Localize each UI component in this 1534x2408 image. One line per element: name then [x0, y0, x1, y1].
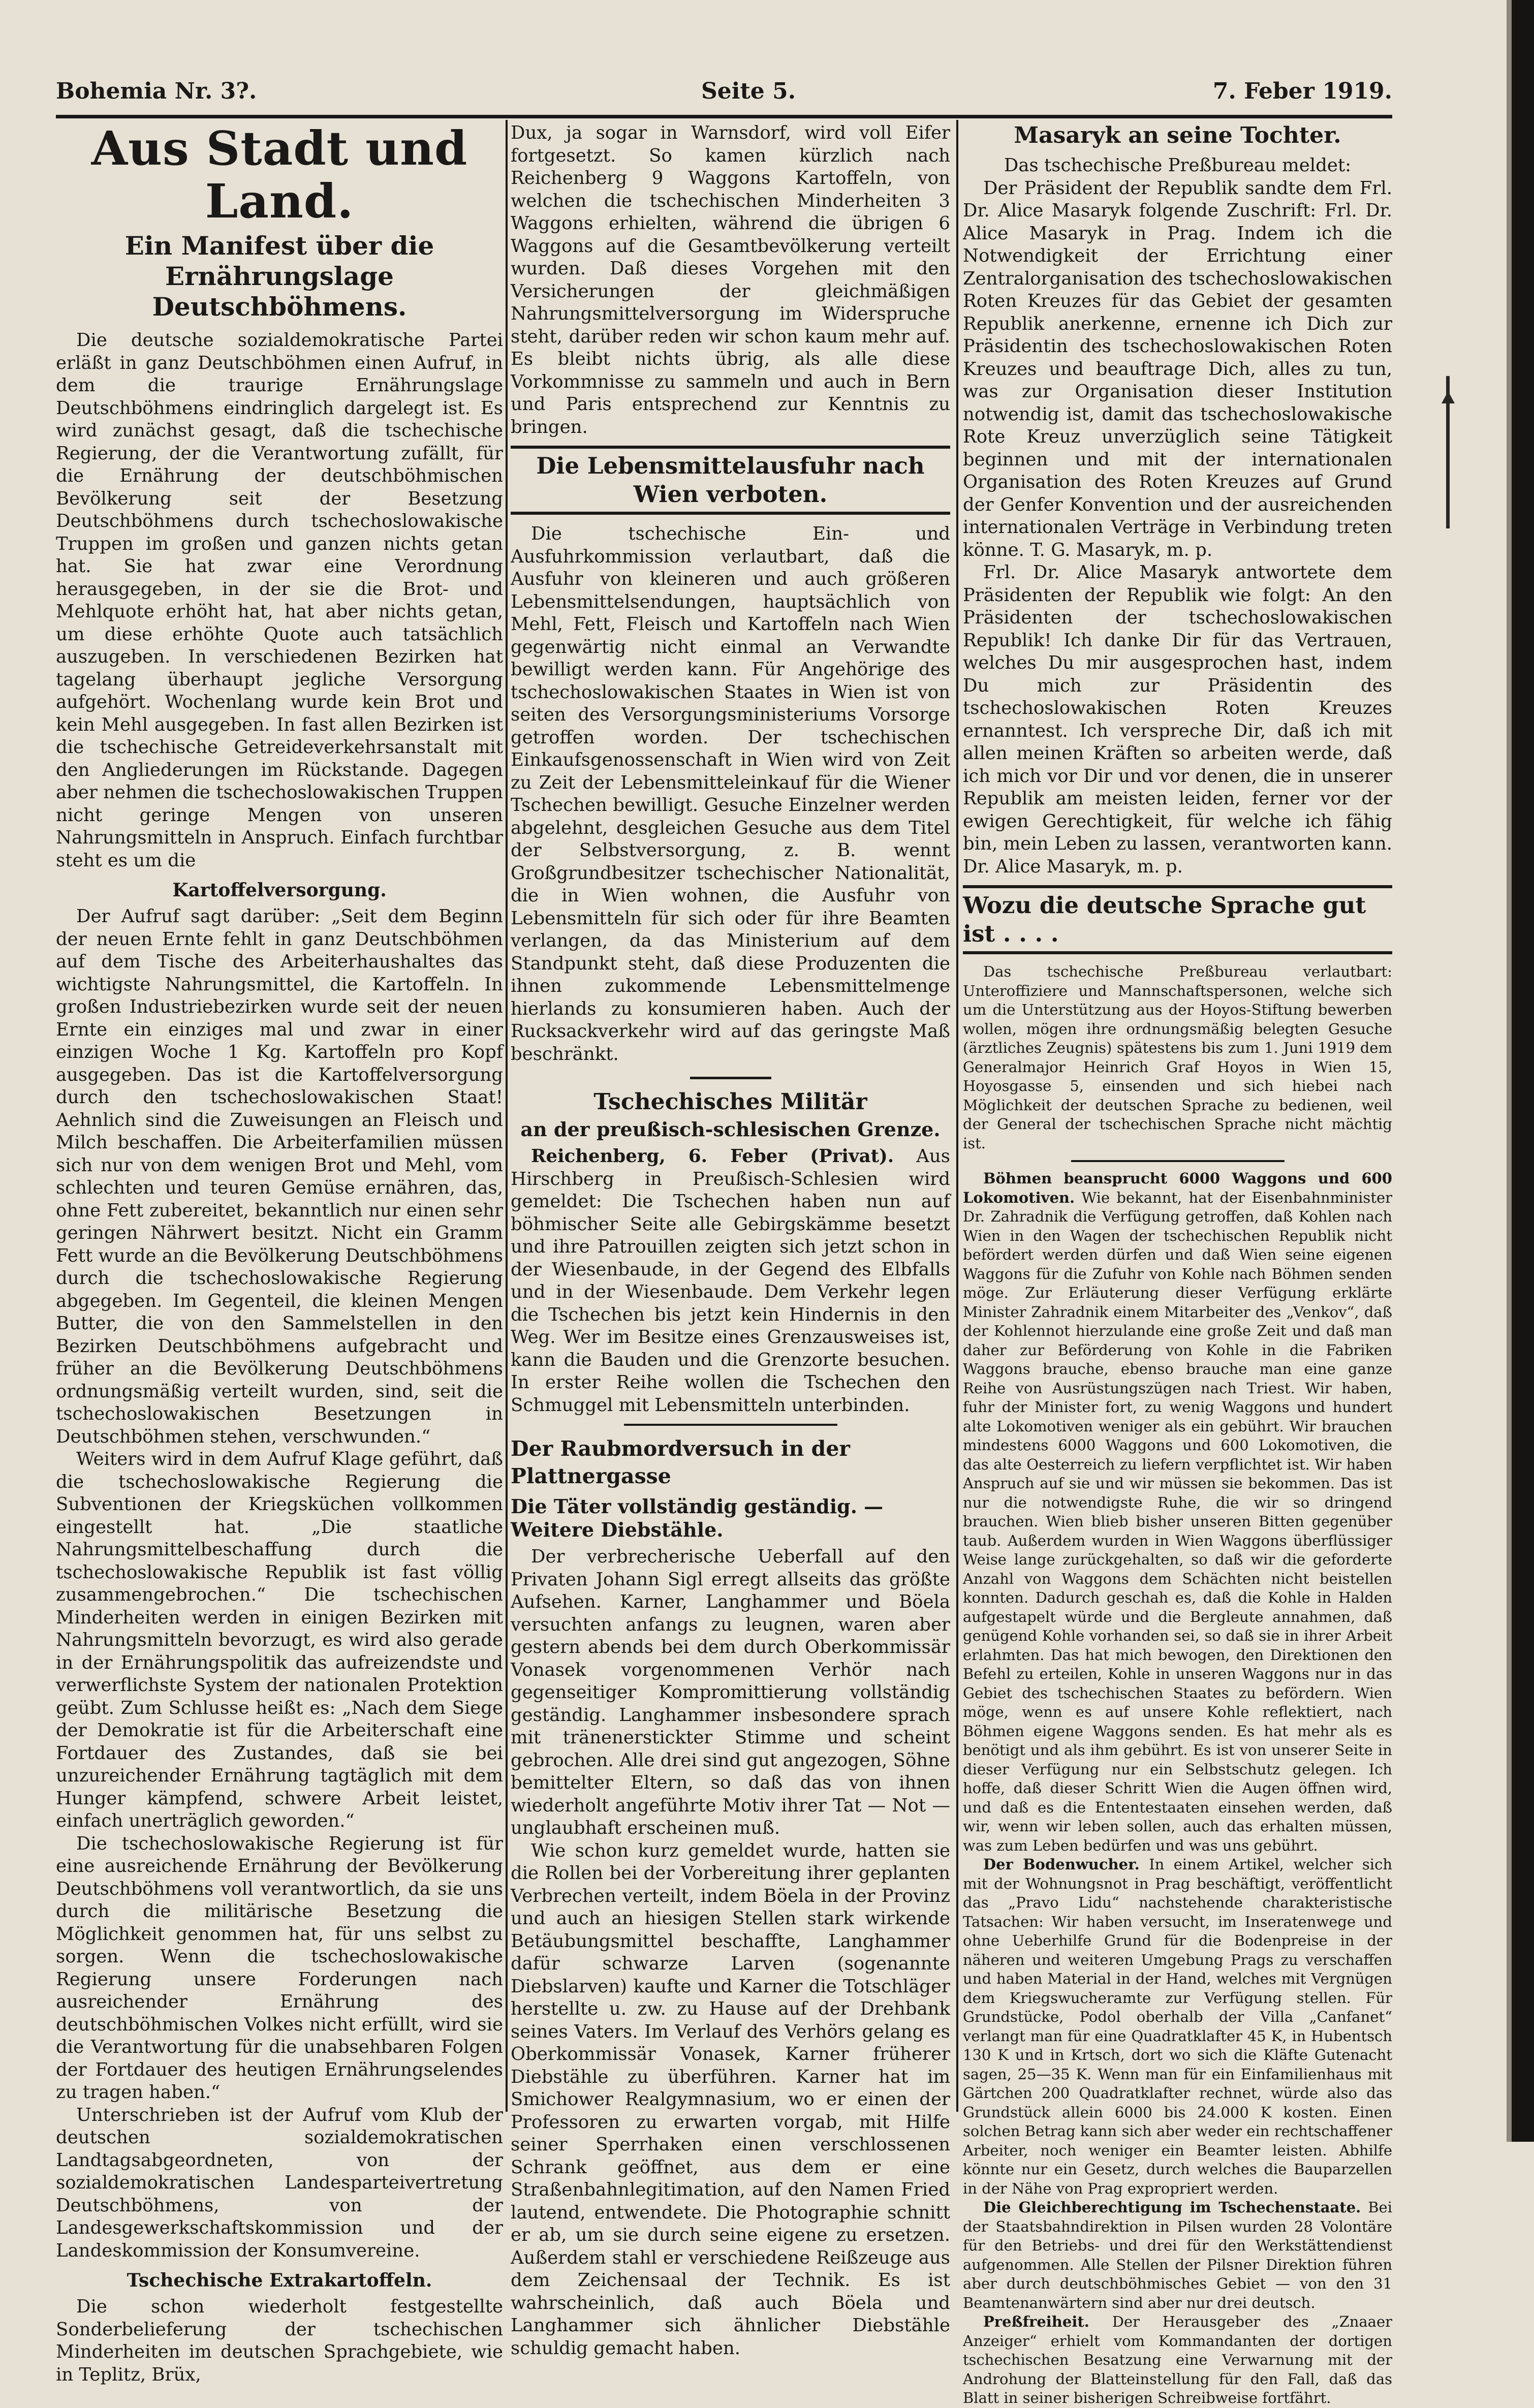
- article-text: In einem Artikel, welcher sich mit der Wohnungsnot in Prag beschäftigt, veröffentlicht das „Pravo Lidu“ nachstehende charakteristische Tatsachen: Wir haben versucht, im Inseratenwege und ohne Ueberhilfe Grund für die Bodenpreise in der näheren und weiteren Umgebung Prags zu verschaffen und haben Material in der Hand, welches mit Vergnügen dem Kriegswucheramte zur Verfügung stellen. Für Grundstücke, Podol oberhalb der Villa „Canfanet“ verlangt man für eine Quadratklafter 45 K, in Hubentsch 130 K und in Krtsch, dort wo sich die Kläfte Gutenacht sagen, 25—35 K. Wenn man für ein Einfamilienhaus mit Gärtchen 200 Quadratklafter rechnet, würde also das Grundstück allein 6000 bis 24.000 K kosten. Einen solchen Betrag kann sich aber weder ein rechtschaffener Arbeiter, noch weniger ein Beamter leisten. Abhilfe könnte nur ein Gesetz, durch welches die Bauparzellen in der Nähe von Prag expropriert werden.: [963, 1856, 1393, 2197]
- header-date: 7. Feber 1919.: [1212, 78, 1392, 104]
- article-title-manifest: Ein Manifest über die Ernährungslage Deutschböhmens.: [124, 231, 434, 322]
- column-2: [511, 122, 950, 2360]
- column-3: [963, 122, 1392, 2408]
- article-lead: Böhmen beansprucht 6000 Waggons und 600 Lokomotiven.: [963, 1170, 1392, 1206]
- scan-dark-edge: [1512, 0, 1534, 2142]
- article-intro: Das tschechische Preßbureau meldet:: [1004, 155, 1352, 176]
- article-title-militaer: Tschechisches Militär: [593, 1089, 867, 1115]
- column-divider-1: [506, 120, 508, 2112]
- article-paragraph: Unterschrieben ist der Aufruf vom Klub der deutschen sozialdemokratischen Landtagsabgeordneten, von der sozialdemokratischen Landesparteivertretung Deutschböhmens, von der Landesgewerkschaftskommission und der Landeskommission der Konsumvereine.: [56, 2104, 503, 2261]
- article-subtitle-raubmord: Die Täter vollständig geständig. — Weitere Diebstähle.: [511, 1495, 884, 1541]
- dateline: Reichenberg, 6. Feber (Privat).: [531, 1146, 894, 1167]
- article-paragraph: Weiters wird in dem Aufruf Klage geführt, daß die tschechoslowakische Regierung die Subventionen der Kriegsküchen vollkommen eingestellt hat. „Die staatliche Nahrungsmittelbeschaffung durch die tschechoslowakische Republik ist fast völlig zusammengebrochen.“ Die tschechischen Minderheiten werden in einigen Bezirken mit Nahrungsmitteln bevorzugt, es wird also gerade in der Ernährungspolitik das aufreizendste und verwerflichste System der nationalen Protektion geübt. Zum Schlusse heißt es: „Nach dem Siege der Demokratie ist für die Arbeiterschaft eine Fortdauer des Zustandes, daß sie bei unzureichender Ernährung tagtäglich mit dem Hunger kämpfend, schwere Arbeit leistet, einfach unerträglich geworden.“: [56, 1449, 503, 1831]
- article-paragraph: Das tschechische Preßbureau verlautbart: Unteroffiziere und Mannschaftspersonen, welche sich um die Unterstützung aus der Hoyos-Stiftung bewerben wollen, mögen ihre ordnungsmäßig belegten Gesuche (ärztliches Zeugnis) spätestens bis zum 1. Juni 1919 dem Generalmajor Heinrich Graf Hoyos in Wien 15, Hoyosgasse 5, einsenden und sich hiebei nach Möglichkeit der deutschen Sprache zu bedienen, weil der General der tschechischen Sprache nicht mächtig ist.: [963, 963, 1392, 1152]
- article-title-deutsche-sprache: Wozu die deutsche Sprache gut ist . . . .: [963, 885, 1392, 954]
- article-lead: Der Bodenwucher.: [983, 1856, 1140, 1873]
- article-paragraph: Frl. Dr. Alice Masaryk antwortete dem Präsidenten der Republik wie folgt: An den Präsidenten der tschechoslowakischen Republik! Ich danke Dir für das Vertrauen, welches Du mir ausgesprochen hast, indem Du mich zur Präsidentin des tschechoslowakischen Roten Kreuzes ernanntest. Ich verspreche Dir, daß ich mit allen meinen Kräften so arbeiten werde, daß ich mich vor Dir und vor denen, die in unserer Republik am meisten leiden, ferner vor der ewigen Gerechtigkeit, für welche ich fähig bin, mein Leben zu lassen, verantworten kann. Dr. Alice Masaryk, m. p.: [963, 562, 1392, 877]
- separator-rule: [624, 1424, 837, 1426]
- column-divider-2: [956, 120, 958, 2112]
- article-text: Aus Hirschberg in Preußisch-Schlesien wird gemeldet: Die Tschechen haben nun auf böhmischer Seite alle Gebirgskämme besetzt und ihre Patrouillen zeigten sich jetzt schon in der Wiesenbaude, in der Gegend des Elbfalls und in der Wiesenbaude. Dem Verkehr legen die Tschechen bis jetzt kein Hindernis in den Weg. Wer im Besitze eines Grenzausweises ist, kann die Bauden und die Grenzorte besuchen. In erster Reihe wollen die Tschechen den Schmuggel mit Lebensmitteln unterbinden.: [511, 1146, 950, 1416]
- header-issue: Bohemia Nr. 3?.: [56, 78, 257, 104]
- article-paragraph: Dux, ja sogar in Warnsdorf, wird voll Eifer fortgesetzt. So kamen kürzlich nach Reichenberg 9 Waggons Kartoffeln, von welchen die tschechischen Minderheiten 3 Waggons erhielten, während die übrigen 6 Waggons auf die Gesamtbevölkerung verteilt wurden. Daß dieses Vorgehen mit den Versicherungen der gleichmäßigen Nahrungsmittelversorgung im Widerspruche steht, darüber reden wir schon kaum mehr auf. Es bleibt nichts übrig, als alle diese Vorkommnisse zu sammeln und auch in Bern und Paris entsprechend zur Kenntnis zu bringen.: [511, 122, 950, 437]
- article-paragraph: Die deutsche sozialdemokratische Partei erläßt in ganz Deutschböhmen einen Aufruf, in dem die traurige Ernährungslage Deutschböhmens eindringlich dargelegt ist. Es wird zunächst gesagt, daß die tschechische Regierung, der die Verantwortung zufällt, für die Ernährung der deutschböhmischen Bevölkerung seit der Besetzung Deutschböhmens durch tschechoslowakische Truppen im großen und ganzen nichts getan hat. Sie hat zwar eine Verordnung herausgegeben, in der sie die Brot- und Mehlquote erhöht hat, hat aber nichts getan, um diese erhöhte Quote auch tatsächlich auszugeben. In verschiedenen Bezirken hat tagelang überhaupt jegliche Versorgung aufgehört. Wochenlang wurde kein Brot und kein Mehl ausgegeben. In fast allen Bezirken ist die tschechische Getreideverkehrsanstalt mit den Angliederungen im Rückstande. Dagegen aber nehmen die tschechoslowakischen Truppen nicht geringe Mengen von unseren Nahrungsmitteln in Anspruch. Einfach furchtbar steht es um die: [56, 330, 503, 871]
- separator-rule: [690, 1077, 771, 1079]
- article-title-lebensmittelausfuhr: Die Lebensmittelausfuhr nach Wien verboten.: [511, 446, 950, 515]
- article-text: Bei der Staatsbahndirektion in Pilsen wurden 28 Volontäre für den Betriebs- und drei für den Werkstättendienst aufgenommen. Alle Stellen der Pilsner Direktion führen aber durch deutschböhmisches Gebiet — von den 31 Beamtenanwärtern sind aber nur drei deutsch.: [963, 2199, 1392, 2311]
- separator-rule: [1071, 1160, 1285, 1162]
- subhead-kartoffelversorgung: Kartoffelversorgung.: [172, 880, 387, 901]
- header-rule: [56, 115, 1392, 118]
- article-lead: Die Gleichberechtigung im Tschechenstaate.: [983, 2199, 1361, 2216]
- article-paragraph: Der Präsident der Republik sandte dem Frl. Dr. Alice Masaryk folgende Zuschrift: Frl. Dr. Alice Masaryk in Prag. Indem ich die Notwendigkeit der Errichtung einer Zentralorganisation des tschechoslowakischen Roten Kreuzes für das Gebiet der gesamten Republik anerkenne, ernenne ich Dich zur Präsidentin des tschechoslowakischen Roten Kreuzes und beauftrage Dich, alles zu tun, was zur Organisation dieser Institution notwendig ist, damit das tschechoslowakische Rote Kreuz unverzüglich seine Tätigkeit beginnen und mit der internationalen Organisation des Roten Kreuzes auf Grund der Genfer Konvention und der ausreichenden internationalen Verträge in Verbindung treten könne. T. G. Masaryk, m. p.: [963, 177, 1392, 560]
- page-edge-shadow: [1507, 0, 1512, 2142]
- header-page-number: Seite 5.: [701, 78, 796, 104]
- page-header: [56, 76, 1392, 112]
- article-title-masaryk: Masaryk an seine Tochter.: [1014, 122, 1341, 148]
- section-title: Aus Stadt und Land.: [91, 121, 468, 229]
- article-paragraph: Die tschechoslowakische Regierung ist für eine ausreichende Ernährung der Bevölkerung Deutschböhmens voll verantwortlich, da sie uns durch die militärische Besetzung die Möglichkeit genommen hat, für uns selbst zu sorgen. Wenn die tschechoslowakische Regierung unsere Forderungen nach ausreichender Ernährung des deutschböhmischen Volkes nicht erfüllt, wird sie die Verantwortung für die unabsehbaren Folgen der Fortdauer des heutigen Ernährungselendes zu tragen haben.“: [56, 1833, 503, 2103]
- article-paragraph: Der Aufruf sagt darüber: „Seit dem Beginn der neuen Ernte fehlt in ganz Deutschböhmen auf dem Tische des Arbeiterhaushaltes das wichtigste Nahrungsmittel, die Kartoffeln. In großen Industriebezirken wurde seit der neuen Ernte ein einziges mal und zwar in einer einzigen Woche 1 Kg. Kartoffeln pro Kopf ausgegeben. Das ist die Kartoffelversorgung durch den tschechoslowakischen Staat! Aehnlich sind die Zuweisungen an Fleisch und Milch beschaffen. Die Arbeiterfamilien müssen sich nur von dem wenigen Brot und Mehl, vom schlechten und teuren Gemüse ernähren, das, ohne Fett zubereitet, bekanntlich nur einen sehr geringen Nährwert besitzt. Nicht ein Gramm Fett wurde an die Bevölkerung Deutschböhmens durch die tschechoslowakische Regierung abgegeben. Im Gegenteil, die kleinen Mengen Butter, die von den Sammelstellen in den Bezirken Deutschböhmens aufgebracht und früher an die Bevölkerung Deutschböhmens ordnungsmäßig verteilt wurden, sind, seit die tschechoslowakischen Besetzungen in Deutschböhmen stehen, verschwunden.“: [56, 906, 503, 1447]
- article-paragraph: Die schon wiederholt festgestellte Sonderbelieferung der tschechischen Minderheiten im deutschen Sprachgebiete, wie in Teplitz, Brüx,: [56, 2296, 503, 2385]
- article-paragraph: Wie schon kurz gemeldet wurde, hatten sie die Rollen bei der Vorbereitung ihrer geplanten Verbrechen verteilt, indem Böela in der Provinz und auch an hiesigen Stellen stark wirkende Betäubungsmittel beschaffte, Langhammer dafür schwarze Larven (sogenannte Diebslarven) kaufte und Karner die Totschläger herstellte u. zw. zu Hause auf der Drehbank seines Vaters. Im Verlauf des Verhörs gelang es Oberkommissär Vonasek, Karner früherer Diebstähle zu überführen. Karner hat im Smichower Realgymnasium, wo er einen der Professoren zu erwarten vorgab, mit Hilfe seiner Sperrhaken einen verschlossenen Schrank geöffnet, aus dem er eine Straßenbahnlegitimation, auf den Namen Fried lautend, entwendete. Die Photographie schnitt er ab, um sie durch seine eigene zu ersetzen. Außerdem stahl er verschiedene Reißzeuge aus dem Zeichensaal der Technik. Es ist wahrscheinlich, daß auch Böela und Langhammer sich ähnlicher Diebstähle schuldig gemacht haben.: [511, 1840, 950, 2359]
- article-paragraph: Die tschechische Ein- und Ausfuhrkommission verlautbart, daß die Ausfuhr von kleineren und auch größeren Lebensmittelsendungen, hauptsächlich von Mehl, Fett, Fleisch und Kartoffeln nach Wien gegenwärtig nicht einmal an Verwandte bewilligt werden kann. Für Angehörige des tschechoslowakischen Staates in Wien ist von seiten des Versorgungsministeriums Vorsorge getroffen worden. Der tschechischen Einkaufsgenossenschaft in Wien wird von Zeit zu Zeit der Lebensmitteleinkauf für die Wiener Tschechen bewilligt. Gesuche Einzelner werden abgelehnt, desgleichen Gesuche aus dem Titel der Selbstversorgung, z. B. wennt Großgrundbesitzer tschechischer Nationalität, die in Wien wohnen, die Ausfuhr von Lebensmitteln für sich oder für ihre Beamten verlangen, da das Ministerium auf dem Standpunkt steht, daß diese Produzenten die ihnen zukommende Lebensmittelmenge hierlands zu konsumieren haben. Auch der Rucksackverkehr wird auf das geringste Maß beschränkt.: [511, 523, 950, 1065]
- article-subtitle-militaer: an der preußisch-schlesischen Grenze.: [520, 1118, 941, 1141]
- column-1: [56, 122, 503, 2386]
- article-lead: Preßfreiheit.: [983, 2313, 1089, 2330]
- article-title-raubmord: Der Raubmordversuch in der Plattnergasse: [511, 1436, 851, 1488]
- article-text: Wie bekannt, hat der Eisenbahnminister Dr. Zahradnik die Verfügung getroffen, daß Kohlen nach Wien in den Wagen der tschechischen Republik nicht befördert werden dürfen und daß Wien seine eigenen Waggons für die Zufuhr von Kohle nach Böhmen senden möge. Zur Erläuterung dieser Verfügung erklärte Minister Zahradnik einem Mitarbeiter des „Venkov“, daß der Kohlennot hierzulande eine große Zeit und daß man daher zur Beförderung von Kohle in die Fabriken Waggons brauche, ebenso brauche man eine ganze Reihe von Ausrüstungszügen nach Triest. Wir haben, fuhr der Minister fort, zu wenig Waggons und hundert alte Lokomotiven weniger als ein gebührt. Wir brauchen mindestens 6000 Waggons und 600 Lokomotiven, die das alte Oesterreich zu liefern verpflichtet ist. Wir haben Anspruch auf sie und wir müssen sie bekommen. Das ist nur die notwendigste Ruhe, die wir so dringend brauchen. Wien blieb bisher unseren Bitten gegenüber taub. Außerdem wurden in Wien Waggons überflüssiger Weise lange zurückgehalten, so daß wir die geforderte Anzahl von Waggons dem Schächten nicht beistellen konnten. Dadurch geschah es, daß die Kohle in Halden aufgestapelt würde und die Bergleute annahmen, daß genügend Kohle vorhanden sei, so daß sie in ihrer Arbeit erlahmten. Das hat mich bewogen, den Direktionen den Befehl zu erteilen, Kohle in unseren Waggons nur in das Gebiet des tschechischen Staates zu befördern. Wien möge, wenn es auf unsere Kohle reflektiert, nach Böhmen eigene Waggons senden. Es hat mehr als es benötigt und als ihm gebührt. Es ist von unserer Seite in dieser Verfügung nur ein Selbstschutz gelegen. Ich hoffe, daß dieser Schritt Wien die Augen öffnen wird, und daß es die Ententestaaten einsehen werden, daß wir, wenn wir leben sollen, auch das erhalten müssen, was zum Leben bedürfen und was uns gebührt.: [963, 1189, 1392, 1854]
- subhead-extrakartoffeln: Tschechische Extrakartoffeln.: [127, 2270, 432, 2291]
- article-text: Der Herausgeber des „Znaaer Anzeiger“ erhielt vom Kommandanten der dortigen tschechischen Besatzung eine Verwarnung mit der Androhung der Blatteinstellung für den Fall, daß das Blatt in seiner bisherigen Schreibweise fortfährt.: [963, 2313, 1393, 2406]
- pencil-arrow-mark: [1442, 391, 1455, 403]
- article-paragraph: Der verbrecherische Ueberfall auf den Privaten Johann Sigl erregt allseits das größte Aufsehen. Karner, Langhammer und Böela versuchten anfangs zu leugnen, waren aber gestern abends bei dem durch Oberkommissär Vonasek vorgenommenen Verhör nach gegenseitiger Kompromittierung vollständig geständig. Langhammer insbesondere sprach mit tränenerstickter Stimme und scheint gebrochen. Alle drei sind gut angezogen, Söhne bemittelter Eltern, so daß das von ihnen wiederholt angeführte Motiv ihrer Tat — Not — unglaubhaft erscheinen muß.: [511, 1546, 950, 1838]
